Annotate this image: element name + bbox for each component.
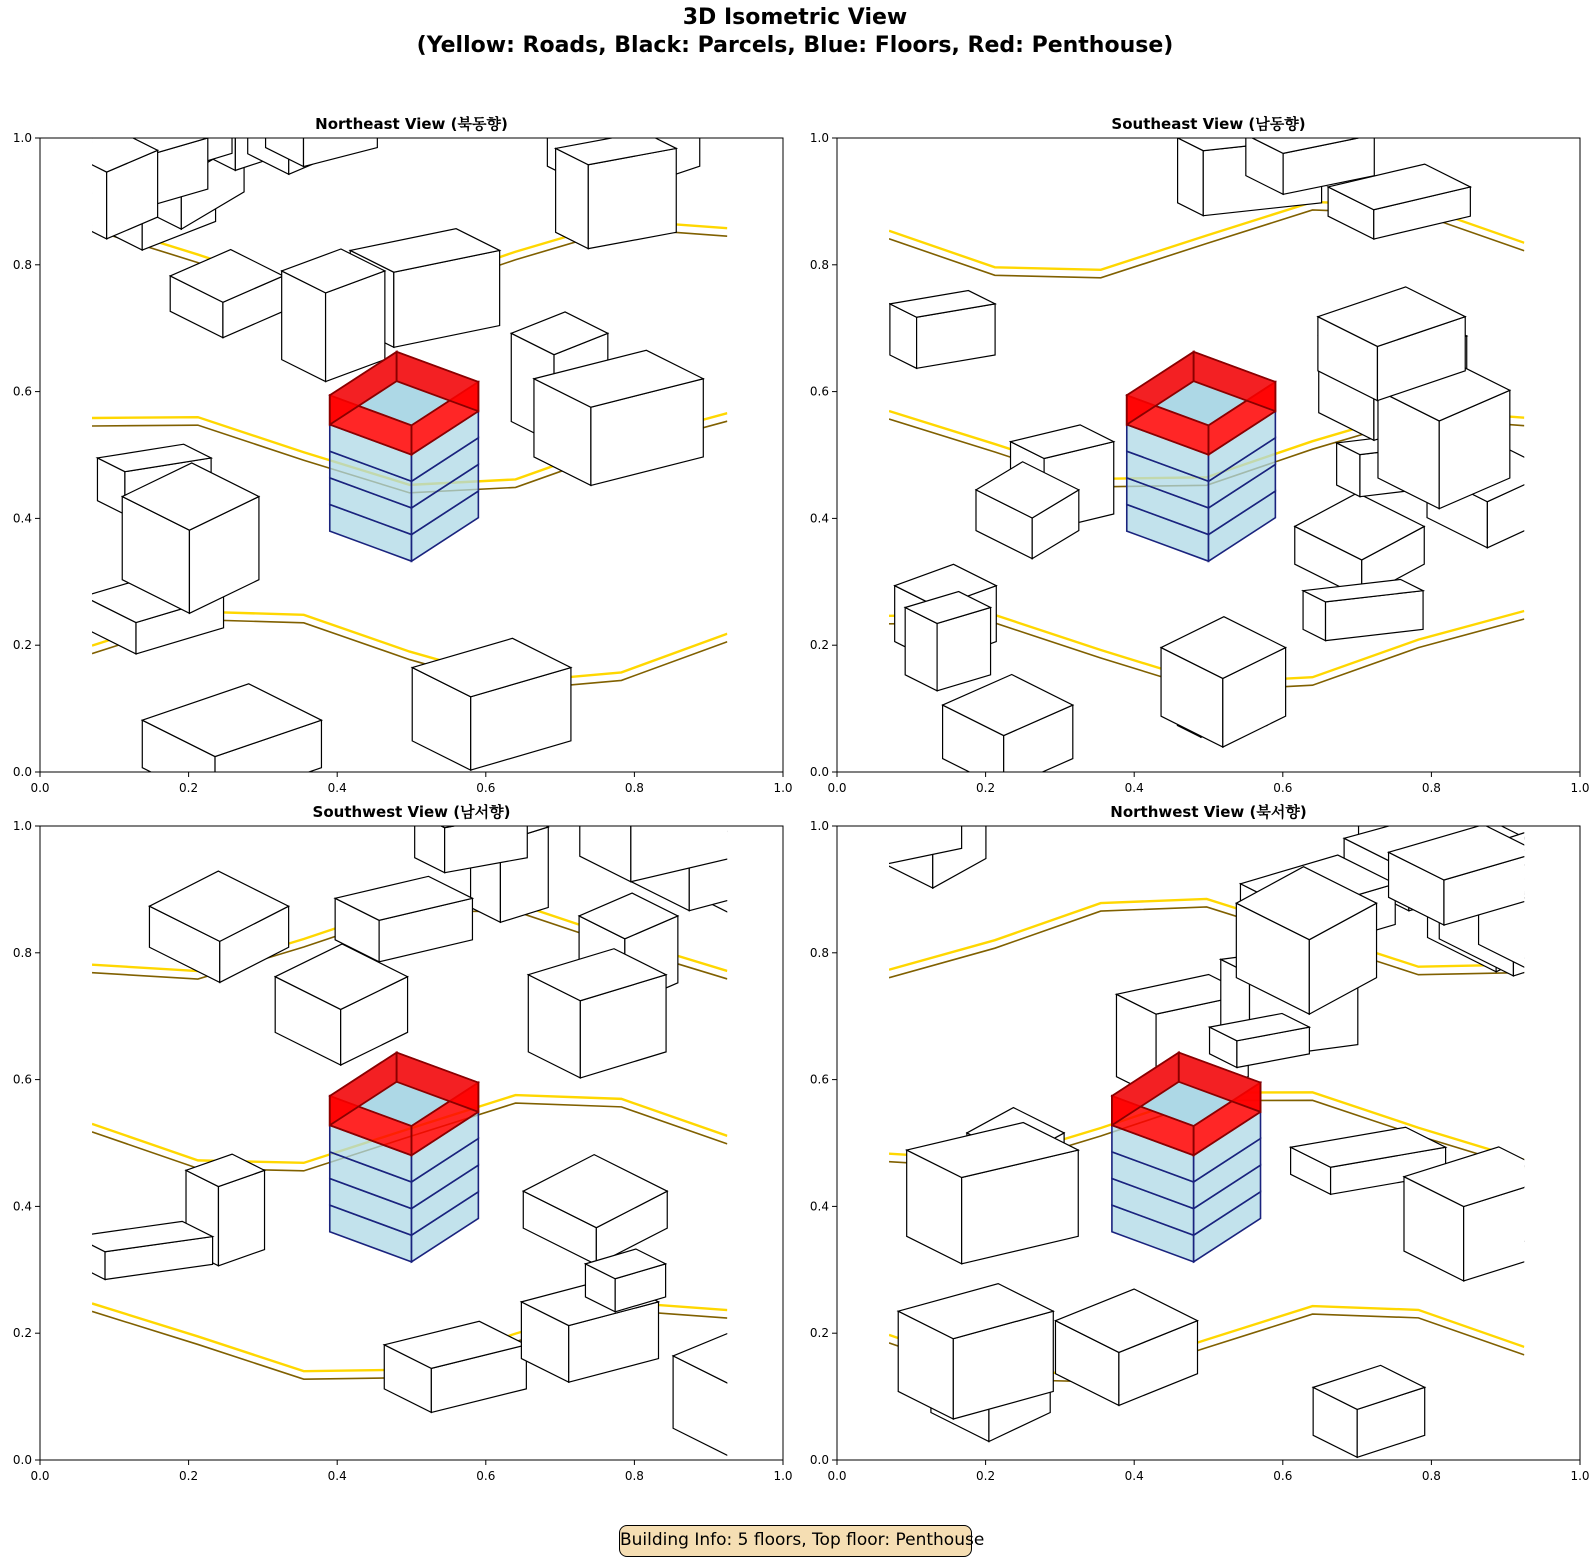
y-tick-label: 0.4 [12,1199,32,1214]
subplot-3 [13,761,836,1483]
parcel-15-top [266,73,378,111]
y-tick-label: 0.8 [12,945,32,960]
x-tick-label: 0.2 [976,1469,996,1483]
y-tick-label: 0.0 [12,1453,32,1467]
y-tick-label: 1.0 [809,131,829,145]
y-tick-label: 0.0 [809,765,829,779]
y-tick-label: 1.0 [12,131,32,145]
y-tick-label: 0.6 [12,1072,32,1087]
subplot-title: Southwest View (남서향) [312,803,511,821]
x-tick-label: 1.0 [1570,781,1590,795]
parcel-3-top [1214,47,1341,100]
parcel-18-front [588,148,676,248]
x-tick-label: 0.4 [1124,781,1144,795]
x-tick-label: 0.4 [327,1469,347,1483]
building-info-box: Building Info: 5 floors, Top floor: Penthouse [619,1525,972,1557]
x-tick-label: 0.8 [624,1469,644,1483]
y-tick-label: 0.4 [809,1199,829,1214]
y-tick-label: 0.4 [809,511,829,526]
y-tick-label: 0.8 [809,945,829,960]
x-tick-label: 1.0 [1570,1469,1590,1483]
parcel-18-side [556,148,589,248]
subplot-title: Northeast View (북동향) [315,115,508,133]
x-tick-label: 0.2 [179,781,199,795]
figure-title-line1: 3D Isometric View [682,5,908,30]
y-tick-label: 0.8 [12,257,32,272]
x-tick-label: 0.4 [1124,1469,1144,1483]
figure-title-line2: (Yellow: Roads, Black: Parcels, Blue: Floors, Red: Penthouse) [416,33,1174,58]
parcel-19-top [855,770,962,801]
subplot-title: Southeast View (남동향) [1111,115,1306,133]
y-tick-label: 0.8 [809,257,829,272]
parcel-6-top [175,38,327,98]
x-tick-label: 0.2 [976,781,996,795]
parcel-12-side [1178,138,1204,216]
x-tick-label: 1.0 [773,1469,793,1483]
parcel-14-top [76,91,223,141]
x-tick-label: 0.6 [476,1469,496,1483]
y-tick-label: 1.0 [12,819,32,833]
x-tick-label: 0.2 [179,1469,199,1483]
x-tick-label: 0.8 [1421,1469,1441,1483]
x-tick-label: 0.6 [1273,781,1293,795]
x-tick-label: 0.0 [827,781,847,795]
x-tick-label: 0.4 [327,781,347,795]
y-tick-label: 0.6 [809,1072,829,1087]
x-tick-label: 0.6 [476,781,496,795]
parcel-5-top [547,78,699,139]
y-tick-label: 1.0 [809,819,829,833]
x-tick-label: 0.8 [624,781,644,795]
y-tick-label: 0.6 [12,384,32,399]
parcel-21-top [580,770,740,821]
x-tick-label: 1.0 [773,781,793,795]
subplot-4 [810,762,1590,1483]
y-tick-label: 0.2 [12,1326,32,1341]
x-tick-label: 0.8 [1421,781,1441,795]
subplot-1 [13,38,793,804]
y-tick-label: 0.4 [12,511,32,526]
y-tick-label: 0.0 [12,765,32,779]
x-tick-label: 0.0 [30,781,50,795]
y-tick-label: 0.2 [12,638,32,653]
subplot-title: Northwest View (북서향) [1110,803,1307,821]
subplot-2 [810,47,1590,795]
y-tick-label: 0.2 [809,1326,829,1341]
y-tick-label: 0.6 [809,384,829,399]
x-tick-label: 0.6 [1273,1469,1293,1483]
parcel-6-top [1359,776,1471,833]
parcel-16-top [78,57,232,115]
y-tick-label: 0.2 [809,638,829,653]
y-tick-label: 0.0 [809,1453,829,1467]
x-tick-label: 0.0 [827,1469,847,1483]
x-tick-label: 0.0 [30,1469,50,1483]
